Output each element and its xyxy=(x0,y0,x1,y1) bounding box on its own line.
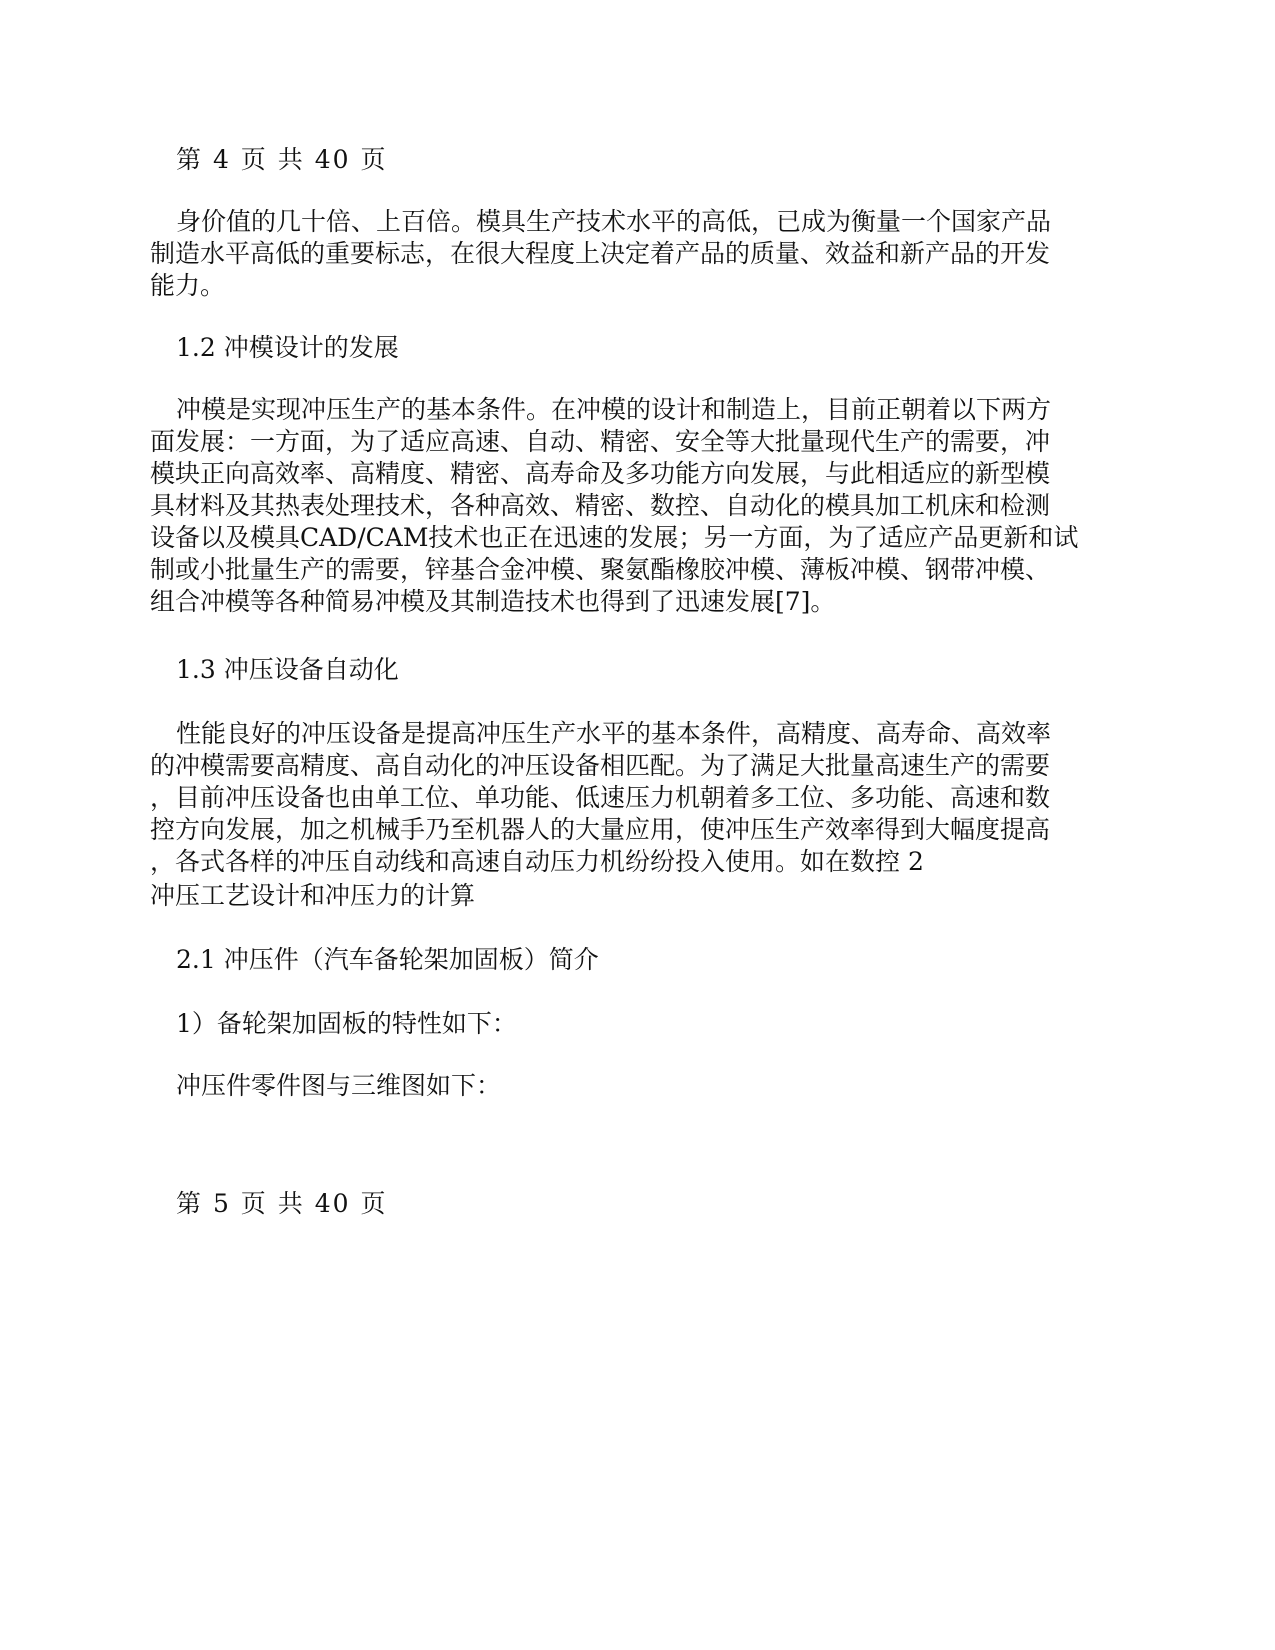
section-heading-1-2: 1.2 冲模设计的发展 xyxy=(176,333,399,362)
paragraph-line: 身价值的几十倍、上百倍。模具生产技术水平的高低，已成为衡量一个国家产品 xyxy=(176,207,1052,236)
paragraph-line: 控方向发展，加之机械手乃至机器人的大量应用，使冲压生产效率得到大幅度提高 xyxy=(150,815,1051,844)
page-number-bottom: 第 5 页 共 40 页 xyxy=(176,1189,388,1218)
chapter-heading-2: 冲压工艺设计和冲压力的计算 xyxy=(150,881,476,910)
list-item: 1）备轮架加固板的特性如下： xyxy=(176,1009,517,1038)
paragraph-line: ，各式各样的冲压自动线和高速自动压力机纷纷投入使用。如在数控 2 xyxy=(150,847,924,876)
figure-caption: 冲压件零件图与三维图如下： xyxy=(176,1071,502,1100)
paragraph-line: 面发展：一方面，为了适应高速、自动、精密、安全等大批量现代生产的需要，冲 xyxy=(150,427,1051,456)
paragraph-line: 模块正向高效率、高精度、精密、高寿命及多功能方向发展，与此相适应的新型模 xyxy=(150,459,1051,488)
paragraph-line: 冲模是实现冲压生产的基本条件。在冲模的设计和制造上，目前正朝着以下两方 xyxy=(176,395,1052,424)
paragraph-line: 制造水平高低的重要标志，在很大程度上决定着产品的质量、效益和新产品的开发 xyxy=(150,239,1051,268)
paragraph-line: 性能良好的冲压设备是提高冲压生产水平的基本条件，高精度、高寿命、高效率 xyxy=(176,719,1052,748)
paragraph-line: 设备以及模具CAD/CAM技术也正在迅速的发展；另一方面，为了适应产品更新和试 xyxy=(150,523,1079,552)
paragraph-line: 具材料及其热表处理技术，各种高效、精密、数控、自动化的模具加工机床和检测 xyxy=(150,491,1051,520)
paragraph-line: 组合冲模等各种简易冲模及其制造技术也得到了迅速发展[7]。 xyxy=(150,587,836,616)
section-heading-1-3: 1.3 冲压设备自动化 xyxy=(176,655,399,684)
paragraph-line: ，目前冲压设备也由单工位、单功能、低速压力机朝着多工位、多功能、高速和数 xyxy=(150,783,1051,812)
page-number-top: 第 4 页 共 40 页 xyxy=(176,145,388,174)
section-heading-2-1: 2.1 冲压件（汽车备轮架加固板）简介 xyxy=(176,945,599,974)
paragraph-line: 能力。 xyxy=(150,271,226,300)
paragraph-line: 制或小批量生产的需要，锌基合金冲模、聚氨酯橡胶冲模、薄板冲模、钢带冲模、 xyxy=(150,555,1051,584)
paragraph-line: 的冲模需要高精度、高自动化的冲压设备相匹配。为了满足大批量高速生产的需要 xyxy=(150,751,1051,780)
